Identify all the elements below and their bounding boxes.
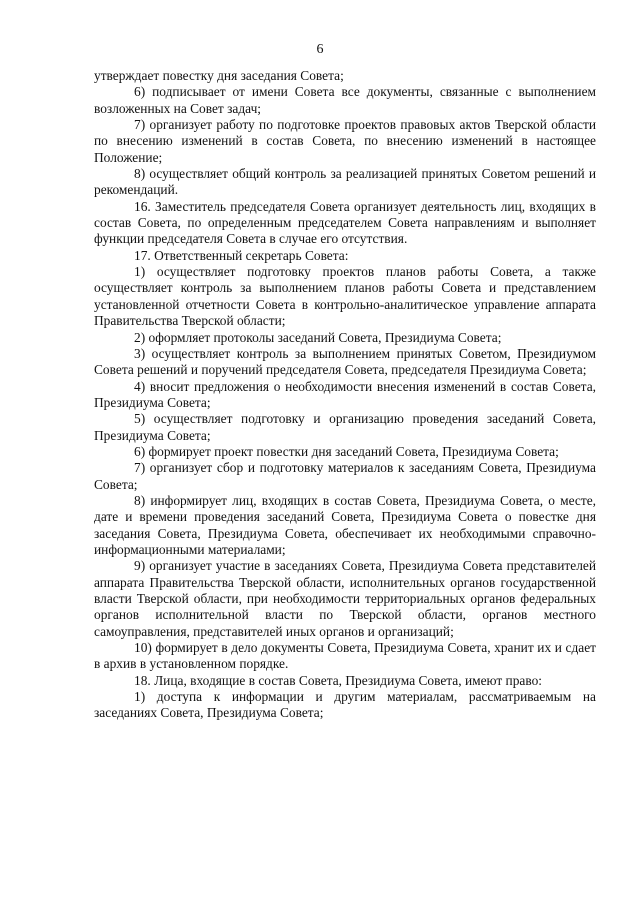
paragraph: 5) осуществляет подготовку и организацию проведения заседаний Совета, Президиума Совета;	[94, 411, 596, 443]
paragraph: 1) доступа к информации и другим материалам, рассматриваемым на заседаниях Совета, Президиума Совета;	[94, 689, 596, 721]
paragraph: 7) организует сбор и подготовку материалов к заседаниям Совета, Президиума Совета;	[94, 460, 596, 492]
paragraph: 10) формирует в дело документы Совета, Президиума Совета, хранит их и сдает в архив в установленном порядке.	[94, 640, 596, 672]
paragraph: 4) вносит предложения о необходимости внесения изменений в состав Совета, Президиума Совета;	[94, 378, 596, 410]
paragraph: 9) организует участие в заседаниях Совета, Президиума Совета представителей аппарата Правительства Тверской области, исполнительных органов государственной власти Тверской области, при необходимости территориальных органов федеральных органов исполнительной власти по Тверской области, органов местного самоуправления, представителей иных органов и организаций;	[94, 558, 596, 639]
paragraph: 8) осуществляет общий контроль за реализацией принятых Советом решений и рекомендаций.	[94, 166, 596, 198]
document-body	[94, 68, 596, 722]
paragraph: 1) осуществляет подготовку проектов планов работы Совета, а также осуществляет контроль за выполнением планов работы Совета и представлением установленной отчетности Совета в контрольно-аналитическое управление аппарата Правительства Тверской области;	[94, 264, 596, 329]
paragraph: 18. Лица, входящие в состав Совета, Президиума Совета, имеют право:	[134, 672, 543, 688]
paragraph: 17. Ответственный секретарь Совета:	[134, 247, 349, 263]
paragraph: 3) осуществляет контроль за выполнением принятых Советом, Президиумом Совета решений и поручений председателя Совета, председателя Президиума Совета;	[94, 345, 596, 378]
paragraph: 7) организует работу по подготовке проектов правовых актов Тверской области по внесению изменений в состав Совета, по внесению изменений в настоящее Положение;	[94, 117, 596, 165]
paragraph: 6) формирует проект повестки дня заседаний Совета, Президиума Совета;	[134, 443, 559, 459]
page-number: 6	[316, 42, 324, 57]
paragraph: 16. Заместитель председателя Совета организует деятельность лиц, входящих в состав Совета, по определенным председателем Совета направлениям и выполняет функции председателя Совета в случае его отсутствия.	[94, 198, 596, 247]
paragraph: утверждает повестку дня заседания Совета;	[94, 68, 344, 83]
paragraph: 2) оформляет протоколы заседаний Совета, Президиума Совета;	[134, 329, 502, 345]
paragraph: 6) подписывает от имени Совета все документы, связанные с выполнением возложенных на Совет задач;	[94, 84, 596, 116]
paragraph: 8) информирует лиц, входящих в состав Совета, Президиума Совета, о месте, дате и времени проведения заседаний Совета, Президиума Совета о повестке дня заседания Совета, Президиума Совета, обеспечивает их необходимыми справочно-информационными материалами;	[94, 492, 596, 557]
